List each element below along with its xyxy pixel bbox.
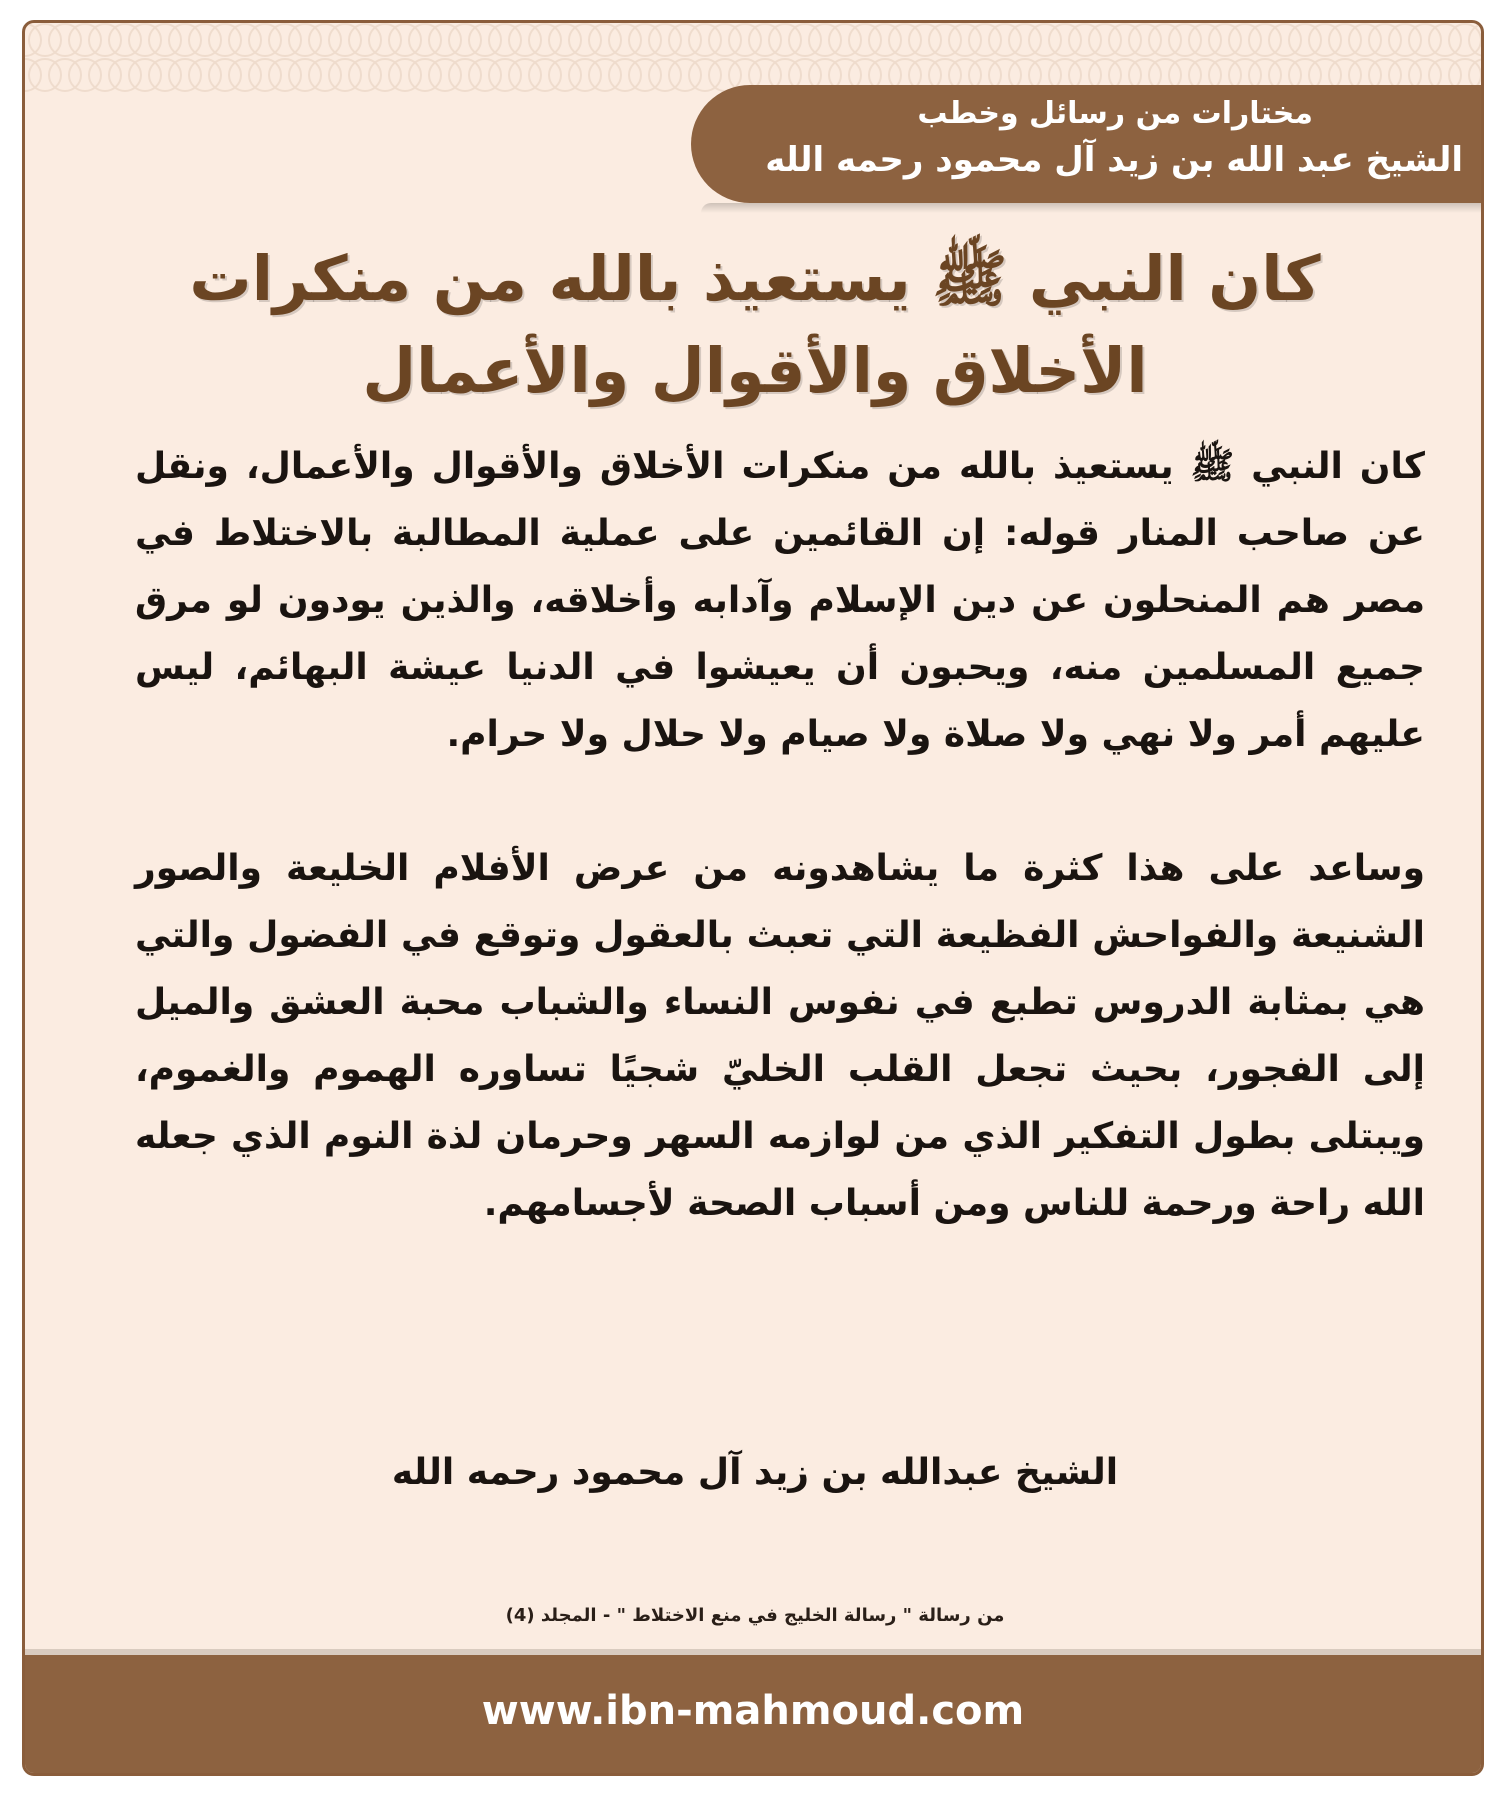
paragraph-spacer [135,768,1425,835]
header [703,93,1463,185]
decorative-pattern [25,23,1481,93]
title-line-1: كان النبي ﷺ يستعيذ بالله من منكرات [189,242,1321,315]
source-citation: من رسالة " رسالة الخليج في منع الاختلاط " - المجلد (4) [505,1605,1005,1626]
article-body [135,433,1425,1237]
page-title [105,233,1405,417]
website-link[interactable]: www.ibn-mahmoud.com [481,1688,1025,1734]
header-author-name: الشيخ عبد الله بن زيد آل محمود رحمه الله [765,140,1463,180]
header-shadow [701,203,1481,213]
title-line-2: الأخلاق والأقوال والأعمال [362,334,1148,407]
footer-bar [25,1649,1481,1773]
header-series-title: مختارات من رسائل وخطب [917,96,1313,131]
paragraph-1: كان النبي ﷺ يستعيذ بالله من منكرات الأخلاق والأقوال والأعمال، ونقل عن صاحب المنار قوله: إن القائمين على عملية المطالبة بالاختلاط في مصر هم المنحلون عن دين الإسلام وآدابه وأخلاقه، والذين يودون لو مرق جميع المسلمين منه، ويحبون أن يعيشوا في الدنيا عيشة البهائم، ليس عليهم أمر ولا نهي ولا صلاة ولا صيام ولا حلال ولا حرام. [135,446,1425,755]
author-signature: الشيخ عبدالله بن زيد آل محمود رحمه الله [391,1452,1119,1493]
paragraph-2: وساعد على هذا كثرة ما يشاهدونه من عرض الأفلام الخليعة والصور الشنيعة والفواحش الفظيعة التي تعبث بالعقول وتوقع في الفضول والتي هي بمثابة الدروس تطبع في نفوس النساء والشباب محبة العشق والميل إلى الفجور، بحيث تجعل القلب الخليّ شجيًا تساوره الهموم والغموم، ويبتلى بطول التفكير الذي من لوازمه السهر وحرمان لذة النوم الذي جعله الله راحة ورحمة للناس ومن أسباب الصحة لأجسامهم. [135,848,1425,1224]
page-frame [22,20,1484,1776]
